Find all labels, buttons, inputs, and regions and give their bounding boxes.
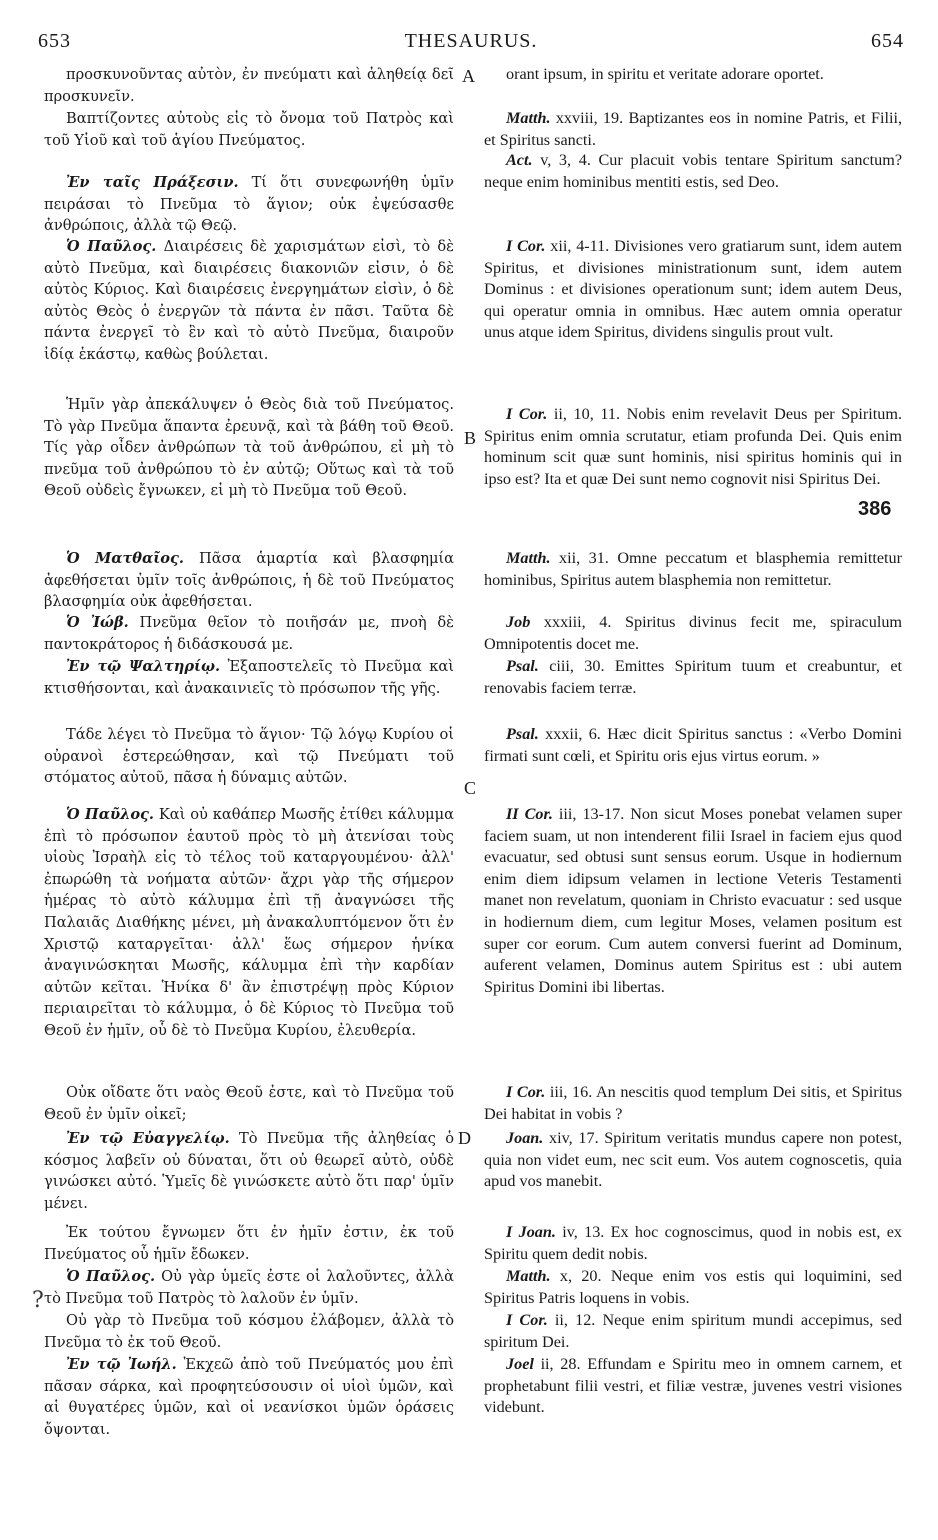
latin-reference: Psal. bbox=[506, 725, 539, 743]
greek-reference: Ὁ Ματθαῖος. bbox=[66, 550, 184, 567]
greek-paragraph bbox=[44, 1222, 454, 1265]
greek-paragraph bbox=[44, 804, 454, 1042]
latin-text: ciii, 30. Emittes Spiritum tuum et creabuntur, et renovabis faciem terræ. bbox=[484, 657, 903, 697]
latin-reference: I Cor. bbox=[506, 405, 548, 423]
latin-paragraph bbox=[484, 64, 902, 86]
greek-reference: Ἐν τῷ Εὐαγγελίῳ. bbox=[66, 1130, 230, 1147]
latin-reference: I Cor. bbox=[506, 237, 546, 255]
latin-text: iii, 13-17. Non sicut Moses ponebat velamen super faciem suam, ut non intenderent filii Israel in faciem ejus quod evacuatur, sed obtusi sunt sensus eorum. Usque in hodiernum enim diem idipsum velamen in lectione Veteris Testamenti manet non revelatum, quoniam in Christo evacuatur : sed usque in hodiernum diem, cum legitur Moses, velamen positum est super cor eorum. Cum autem conversi fuerint ad Dominum, auferent velamen, Dominus autem Spiritus est : ubi autem Spiritus Domini ibi libertas. bbox=[484, 805, 902, 996]
latin-reference: Matth. bbox=[506, 1267, 551, 1285]
greek-text: Καὶ οὐ καθάπερ Μωσῆς ἐτίθει κάλυμμα ἐπὶ τὸ πρόσωπον ἑαυτοῦ πρὸς τὸ μὴ ἀτενίσαι τοὺς υἱοὺς Ἰσραὴλ εἰς τὸ τέλος τοῦ καταργουμένου· ἀλλ' ἐπωρώθη τὰ νοήματα αὐτῶν· ἄχρι γὰρ τῆς σήμερον ἡμέρας τὸ αὐτὸ κάλυμμα ἐπὶ τῇ ἀναγνώσει τῆς Παλαιᾶς Διαθήκης μένει, μὴ ἀνακαλυπτόμενον ὅτι ἐν Χριστῷ καταργεῖται· ἀλλ' ἕως σήμερον ἡνίκα ἀναγινώσκηται Μωσῆς, κάλυμμα ἐπὶ τὴν καρδίαν αὐτῶν κεῖται. Ἡνίκα δ' ἂν ἐπιστρέψῃ πρὸς Κύριον περιαιρεῖται τὸ κάλυμμα, ὁ δὲ Κύριος τὸ Πνεῦμα τοῦ Θεοῦ ἐν ἡμῖν, οὗ δὲ τὸ Πνεῦμα Κυρίου, ἐλευθερία. bbox=[44, 806, 454, 1039]
latin-paragraph bbox=[484, 804, 902, 998]
greek-reference: Ἐν τῷ Ἰωήλ. bbox=[66, 1356, 177, 1373]
greek-paragraph bbox=[44, 172, 454, 237]
latin-reference: Joan. bbox=[506, 1129, 544, 1147]
latin-text: iii, 16. An nescitis quod templum Dei sitis, et Spiritus Dei habitat in vobis ? bbox=[484, 1083, 902, 1123]
page-number-left: 653 bbox=[38, 30, 71, 52]
latin-paragraph bbox=[484, 548, 902, 591]
greek-text: Οὐ γὰρ τὸ Πνεῦμα τοῦ κόσμου ἐλάβομεν, ἀλλὰ τὸ Πνεῦμα τὸ ἐκ τοῦ Θεοῦ. bbox=[44, 1312, 454, 1351]
greek-text: Ἡμῖν γὰρ ἀπεκάλυψεν ὁ Θεὸς διὰ τοῦ Πνεύματος. Τὸ γὰρ Πνεῦμα ἅπαντα ἐρευνᾷ, καὶ τὰ βάθη τοῦ Θεοῦ. Τίς γὰρ οἶδεν ἀνθρώπων τὰ τοῦ ἀνθρώπου, εἰ μὴ τὸ πνεῦμα τοῦ ἀνθρώπου τὸ ἐν αὐτῷ; Οὕτως καὶ τὰ τοῦ Θεοῦ οὐδεὶς ἔγνωκεν, εἰ μὴ τὸ Πνεῦμα τοῦ Θεοῦ. bbox=[44, 396, 454, 500]
latin-text: iv, 13. Ex hoc cognoscimus, quod in nobis est, ex Spiritu quem dedit nobis. bbox=[484, 1223, 902, 1263]
latin-paragraph bbox=[484, 612, 902, 655]
greek-text: Ἐξαποστελεῖς τὸ Πνεῦμα καὶ κτισθήσονται, καὶ ἀνακαινιεῖς τὸ πρόσωπον τῆς γῆς. bbox=[44, 658, 454, 697]
page-header bbox=[38, 30, 904, 56]
pencil-mark: ? bbox=[32, 1288, 44, 1313]
running-title: THESAURUS. bbox=[404, 30, 538, 52]
latin-reference: I Cor. bbox=[506, 1083, 546, 1101]
greek-reference: Ὁ Παῦλος. bbox=[66, 1268, 156, 1285]
greek-text: Τί ὅτι συνεφωνήθη ὑμῖν πειράσαι τὸ Πνεῦμα τὸ ἅγιον; οὐκ ἐψεύσασθε ἀνθρώποις, ἀλλὰ τῷ Θεῷ. bbox=[44, 174, 454, 235]
latin-paragraph bbox=[484, 1222, 902, 1265]
greek-paragraph bbox=[44, 236, 454, 366]
latin-text: xii, 31. Omne peccatum et blasphemia remittetur hominibus, Spiritus autem blasphemia non remittetur. bbox=[484, 549, 902, 589]
greek-paragraph bbox=[44, 64, 454, 107]
greek-paragraph bbox=[44, 1310, 454, 1353]
latin-text: xii, 4-11. Divisiones vero gratiarum sunt, idem autem Spiritus, et divisiones ministrationum sunt, idem autem Dominus : et divisiones operationum sunt; idem autem Deus, qui operatur omnia in omnibus. Hæc autem omnia operatur unus atque idem Spiritus, dividens singulis prout vult. bbox=[484, 237, 903, 342]
greek-paragraph bbox=[44, 548, 454, 613]
latin-text: xiv, 17. Spiritum veritatis mundus capere non potest, quia non videt eum, nec scit eum. Vos autem cognoscetis, quia apud vos manebit. bbox=[484, 1129, 902, 1191]
latin-paragraph bbox=[484, 150, 902, 193]
latin-text: xxxii, 6. Hæc dicit Spiritus sanctus : «Verbo Domini firmati sunt cœli, et Spiritu oris ejus virtus eorum. » bbox=[484, 725, 902, 765]
latin-reference: I Cor. bbox=[506, 1311, 548, 1329]
greek-paragraph bbox=[44, 1266, 454, 1309]
latin-paragraph bbox=[484, 1354, 902, 1419]
latin-paragraph bbox=[484, 404, 902, 490]
latin-paragraph bbox=[484, 236, 902, 344]
latin-text: ii, 28. Effundam e Spiritu meo in omnem carnem, et prophetabunt filii vestri, et filiæ vestræ, juvenes vestri visiones videbunt. bbox=[484, 1355, 903, 1417]
greek-reference: Ὁ Παῦλος. bbox=[66, 238, 157, 255]
latin-text: x, 20. Neque enim vos estis qui loquimini, sed Spiritus Patris loquens in vobis. bbox=[484, 1267, 902, 1307]
latin-text: orant ipsum, in spiritu et veritate adorare oportet. bbox=[506, 65, 824, 83]
latin-paragraph bbox=[484, 724, 902, 767]
greek-text: Οὐκ οἴδατε ὅτι ναὸς Θεοῦ ἐστε, καὶ τὸ Πνεῦμα τοῦ Θεοῦ ἐν ὑμῖν οἰκεῖ; bbox=[44, 1084, 454, 1123]
latin-reference: Matth. bbox=[506, 109, 551, 127]
greek-text: προσκυνοῦντας αὐτὸν, ἐν πνεύματι καὶ ἀληθείᾳ δεῖ προσκυνεῖν. bbox=[44, 66, 454, 105]
latin-reference: Psal. bbox=[506, 657, 539, 675]
greek-paragraph bbox=[44, 1082, 454, 1125]
latin-reference: Matth. bbox=[506, 549, 551, 567]
greek-paragraph bbox=[44, 1128, 454, 1214]
greek-reference: Ἐν ταῖς Πράξεσιν. bbox=[66, 174, 239, 191]
greek-text: Πνεῦμα θεῖον τὸ ποιῆσάν με, πνοὴ δὲ παντοκράτορος ἡ διδάσκουσά με. bbox=[44, 614, 454, 653]
greek-paragraph bbox=[44, 108, 454, 151]
greek-reference: Ὁ Παῦλος. bbox=[66, 806, 155, 823]
page-number-right: 654 bbox=[871, 30, 904, 52]
greek-text: Πᾶσα ἁμαρτία καὶ βλασφημία ἀφεθήσεται ὑμῖν τοῖς ἀνθρώποις, ἡ δὲ τοῦ Πνεύματος βλασφημία οὐκ ἀφεθήσεται. bbox=[44, 550, 455, 611]
greek-reference: Ὁ Ἰώβ. bbox=[66, 614, 129, 631]
greek-reference: Ἐν τῷ Ψαλτηρίῳ. bbox=[66, 658, 221, 675]
greek-paragraph bbox=[44, 394, 454, 502]
latin-text: ii, 10, 11. Nobis enim revelavit Deus per Spiritum. Spiritus enim omnia scrutatur, etiam profunda Dei. Quis enim hominum scit quæ sunt hominis, nisi spiritus hominis qui in ipso est? Ita et quæ Dei sunt nemo cognovit nisi Spiritus Dei. bbox=[484, 405, 903, 488]
column-number: 386 bbox=[858, 498, 892, 520]
greek-text: Ἐκχεῶ ἀπὸ τοῦ Πνεύματός μου ἐπὶ πᾶσαν σάρκα, καὶ προφητεύσουσιν οἱ υἱοὶ ὑμῶν, καὶ αἱ θυγατέρες ὑμῶν, καὶ οἱ νεανίσκοι ὑμῶν ὁράσεις ὄψονται. bbox=[44, 1356, 454, 1438]
latin-reference: II Cor. bbox=[506, 805, 553, 823]
greek-text: Διαιρέσεις δὲ χαρισμάτων εἰσὶ, τὸ δὲ αὐτὸ Πνεῦμα, καὶ διαιρέσεις διακονιῶν εἰσιν, ὁ δὲ αὐτὸς Κύριος. Καὶ διαιρέσεις ἐνεργημάτων εἰσὶν, ὁ δὲ αὐτὸς Θεὸς ὁ ἐνεργῶν τὰ πάντα ἐν πᾶσι. Ταῦτα δὲ πάντα ἐνεργεῖ τὸ ἓν καὶ τὸ αὐτὸ Πνεῦμα, διαιροῦν ἰδίᾳ ἑκάστῳ, καθὼς βούλεται. bbox=[44, 238, 454, 363]
latin-text: xxxiii, 4. Spiritus divinus fecit me, spiraculum Omnipotentis docet me. bbox=[484, 613, 903, 653]
latin-reference: Joel bbox=[506, 1355, 534, 1373]
margin-letter-b: B bbox=[464, 428, 477, 448]
greek-text: Ἐκ τούτου ἔγνωμεν ὅτι ἐν ἡμῖν ἐστιν, ἐκ τοῦ Πνεύματος οὗ ἡμῖν ἔδωκεν. bbox=[44, 1224, 454, 1263]
greek-text: Οὐ γὰρ ὑμεῖς ἐστε οἱ λαλοῦντες, ἀλλὰ τὸ Πνεῦμα τοῦ Πατρὸς τὸ λαλοῦν ἐν ὑμῖν. bbox=[44, 1268, 454, 1307]
latin-text: ii, 12. Neque enim spiritum mundi accepimus, sed spiritum Dei. bbox=[484, 1311, 902, 1351]
greek-paragraph bbox=[44, 612, 454, 655]
greek-text: Βαπτίζοντες αὐτοὺς εἰς τὸ ὄνομα τοῦ Πατρὸς καὶ τοῦ Υἱοῦ καὶ τοῦ ἁγίου Πνεύματος. bbox=[44, 110, 454, 149]
greek-text: Τὸ Πνεῦμα τῆς ἀληθείας ὁ κόσμος λαβεῖν οὐ δύναται, ὅτι οὐ θεωρεῖ αὐτὸ, οὐδὲ γινώσκει αὐτό. Ὑμεῖς δὲ γινώσκετε αὐτὸ ὅτι παρ' ὑμῖν μένει. bbox=[44, 1130, 454, 1212]
margin-letter-c: C bbox=[464, 778, 477, 798]
greek-paragraph bbox=[44, 1354, 454, 1440]
greek-paragraph bbox=[44, 724, 454, 789]
latin-paragraph bbox=[484, 108, 902, 151]
latin-paragraph bbox=[484, 1266, 902, 1309]
latin-paragraph bbox=[484, 1082, 902, 1125]
latin-reference: Act. bbox=[506, 151, 533, 169]
latin-paragraph bbox=[484, 1128, 902, 1193]
latin-text: xxviii, 19. Baptizantes eos in nomine Patris, et Filii, et Spiritus sancti. bbox=[484, 109, 902, 149]
greek-text: Τάδε λέγει τὸ Πνεῦμα τὸ ἅγιον· Τῷ λόγῳ Κυρίου οἱ οὐρανοὶ ἐστερεώθησαν, καὶ τῷ Πνεύματι τοῦ στόματος αὐτοῦ, πᾶσα ἡ δύναμις αὐτῶν. bbox=[44, 726, 454, 787]
latin-reference: I Joan. bbox=[506, 1223, 556, 1241]
greek-paragraph bbox=[44, 656, 454, 699]
latin-text: v, 3, 4. Cur placuit vobis tentare Spiritum sanctum? neque enim hominibus mentiti estis, sed Deo. bbox=[484, 151, 903, 191]
latin-reference: Job bbox=[506, 613, 531, 631]
margin-letter-a: A bbox=[462, 66, 475, 86]
margin-letter-d: D bbox=[458, 1128, 471, 1148]
latin-paragraph bbox=[484, 656, 902, 699]
latin-paragraph bbox=[484, 1310, 902, 1353]
